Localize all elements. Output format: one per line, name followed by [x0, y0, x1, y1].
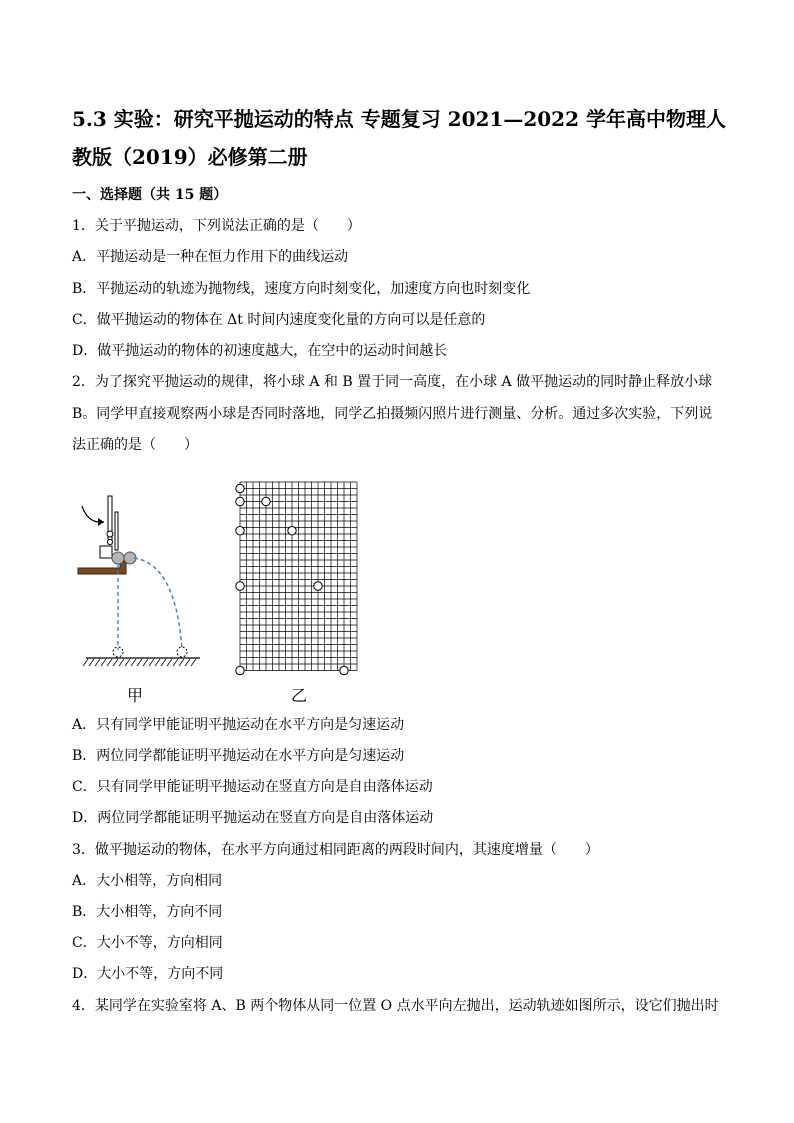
strobe-ball-icon [262, 497, 270, 505]
q3-option-c: C．大小不等，方向相同 [72, 935, 223, 951]
strobe-ball-icon [236, 666, 244, 674]
ground-hatch [149, 659, 154, 666]
q2-option-b: B．两位同学都能证明平抛运动在水平方向是匀速运动 [72, 748, 405, 764]
title-line-1: 5.3 实验：研究平抛运动的特点 专题复习 2021—2022 学年高中物理人 [72, 107, 726, 131]
hammer-icon [107, 496, 118, 550]
ground-hatch [107, 659, 112, 666]
section-heading: 一、选择题（共 15 题） [72, 187, 228, 203]
q3-option-b: B．大小相等，方向不同 [72, 904, 223, 920]
ground-hatch [83, 659, 88, 666]
q1-option-a: A．平抛运动是一种在恒力作用下的曲线运动 [72, 249, 349, 265]
strobe-ball-icon [236, 582, 244, 590]
ground-hatch [173, 659, 178, 666]
projectile-path [134, 558, 182, 650]
q1-option-d: D．做平抛运动的物体的初速度越大，在空中的运动时间越长 [72, 343, 448, 359]
q2-option-c: C．只有同学甲能证明平抛运动在竖直方向是自由落体运动 [72, 779, 433, 795]
arrow-head-icon [98, 518, 104, 526]
ground-hatch [89, 659, 94, 666]
q1-option-b: B．平抛运动的轨迹为抛物线，速度方向时刻变化，加速度方向也时刻变化 [72, 281, 531, 297]
ground-hatch [143, 659, 148, 666]
q1-stem: 1．关于平抛运动，下列说法正确的是（ ） [72, 218, 361, 234]
ground-hatch [131, 659, 136, 666]
strobe-ball-icon [288, 527, 296, 535]
figure-caption-jia: 甲 [127, 686, 144, 705]
q2-option-d: D．两位同学都能证明平抛运动在竖直方向是自由落体运动 [72, 810, 434, 826]
title-line-2: 教版（2019）必修第二册 [72, 145, 308, 169]
ground-hatch [119, 659, 124, 666]
q3-option-a: A．大小相等，方向相同 [72, 873, 223, 889]
grid-lines [240, 482, 357, 671]
strobe-ball-icon [340, 666, 348, 674]
ball-b-icon [112, 552, 124, 564]
q3-option-d: D．大小不等，方向不同 [72, 966, 224, 982]
q2-stem-line-1: 2．为了探究平抛运动的规律，将小球 A 和 B 置于同一高度，在小球 A 做平抛运动的同时静止释放小球 [72, 374, 713, 390]
ground-hatch [101, 659, 106, 666]
strobe-ball-icon [314, 582, 322, 590]
ground-hatch [185, 659, 190, 666]
strobe-ball-icon [236, 497, 244, 505]
q1-option-c: C．做平抛运动的物体在 Δt 时间内速度变化量的方向可以是任意的 [72, 312, 486, 328]
figure-caption-yi: 乙 [291, 686, 308, 705]
apparatus-figure [74, 492, 204, 672]
ground-hatch [161, 659, 166, 666]
swing-arrow [82, 506, 104, 522]
ground-hatch [155, 659, 160, 666]
document-title [72, 100, 726, 176]
ground-hatch [167, 659, 172, 666]
q2-stem-line-3: 法正确的是（ ） [72, 437, 198, 453]
ground-hatch [113, 659, 118, 666]
ground-hatch [191, 659, 196, 666]
ground-hatch [125, 659, 130, 666]
strobe-grid-figure [232, 478, 362, 678]
q2-stem-line-2: B。同学甲直接观察两小球是否同时落地，同学乙拍摄频闪照片进行测量、分析。通过多次实验，下列说 [72, 406, 713, 422]
q3-stem: 3．做平抛运动的物体，在水平方向通过相同距离的两段时间内，其速度增量（ ） [72, 842, 599, 858]
ground-hatch [137, 659, 142, 666]
ground-hatch [95, 659, 100, 666]
q4-stem: 4．某同学在实验室将 A、B 两个物体从同一位置 O 点水平向左抛出，运动轨迹如图所示，设它们抛出时 [72, 998, 719, 1014]
ground-hatch [179, 659, 184, 666]
strobe-ball-icon [236, 484, 244, 492]
q2-option-a: A．只有同学甲能证明平抛运动在水平方向是匀速运动 [72, 717, 405, 733]
strobe-ball-icon [236, 527, 244, 535]
